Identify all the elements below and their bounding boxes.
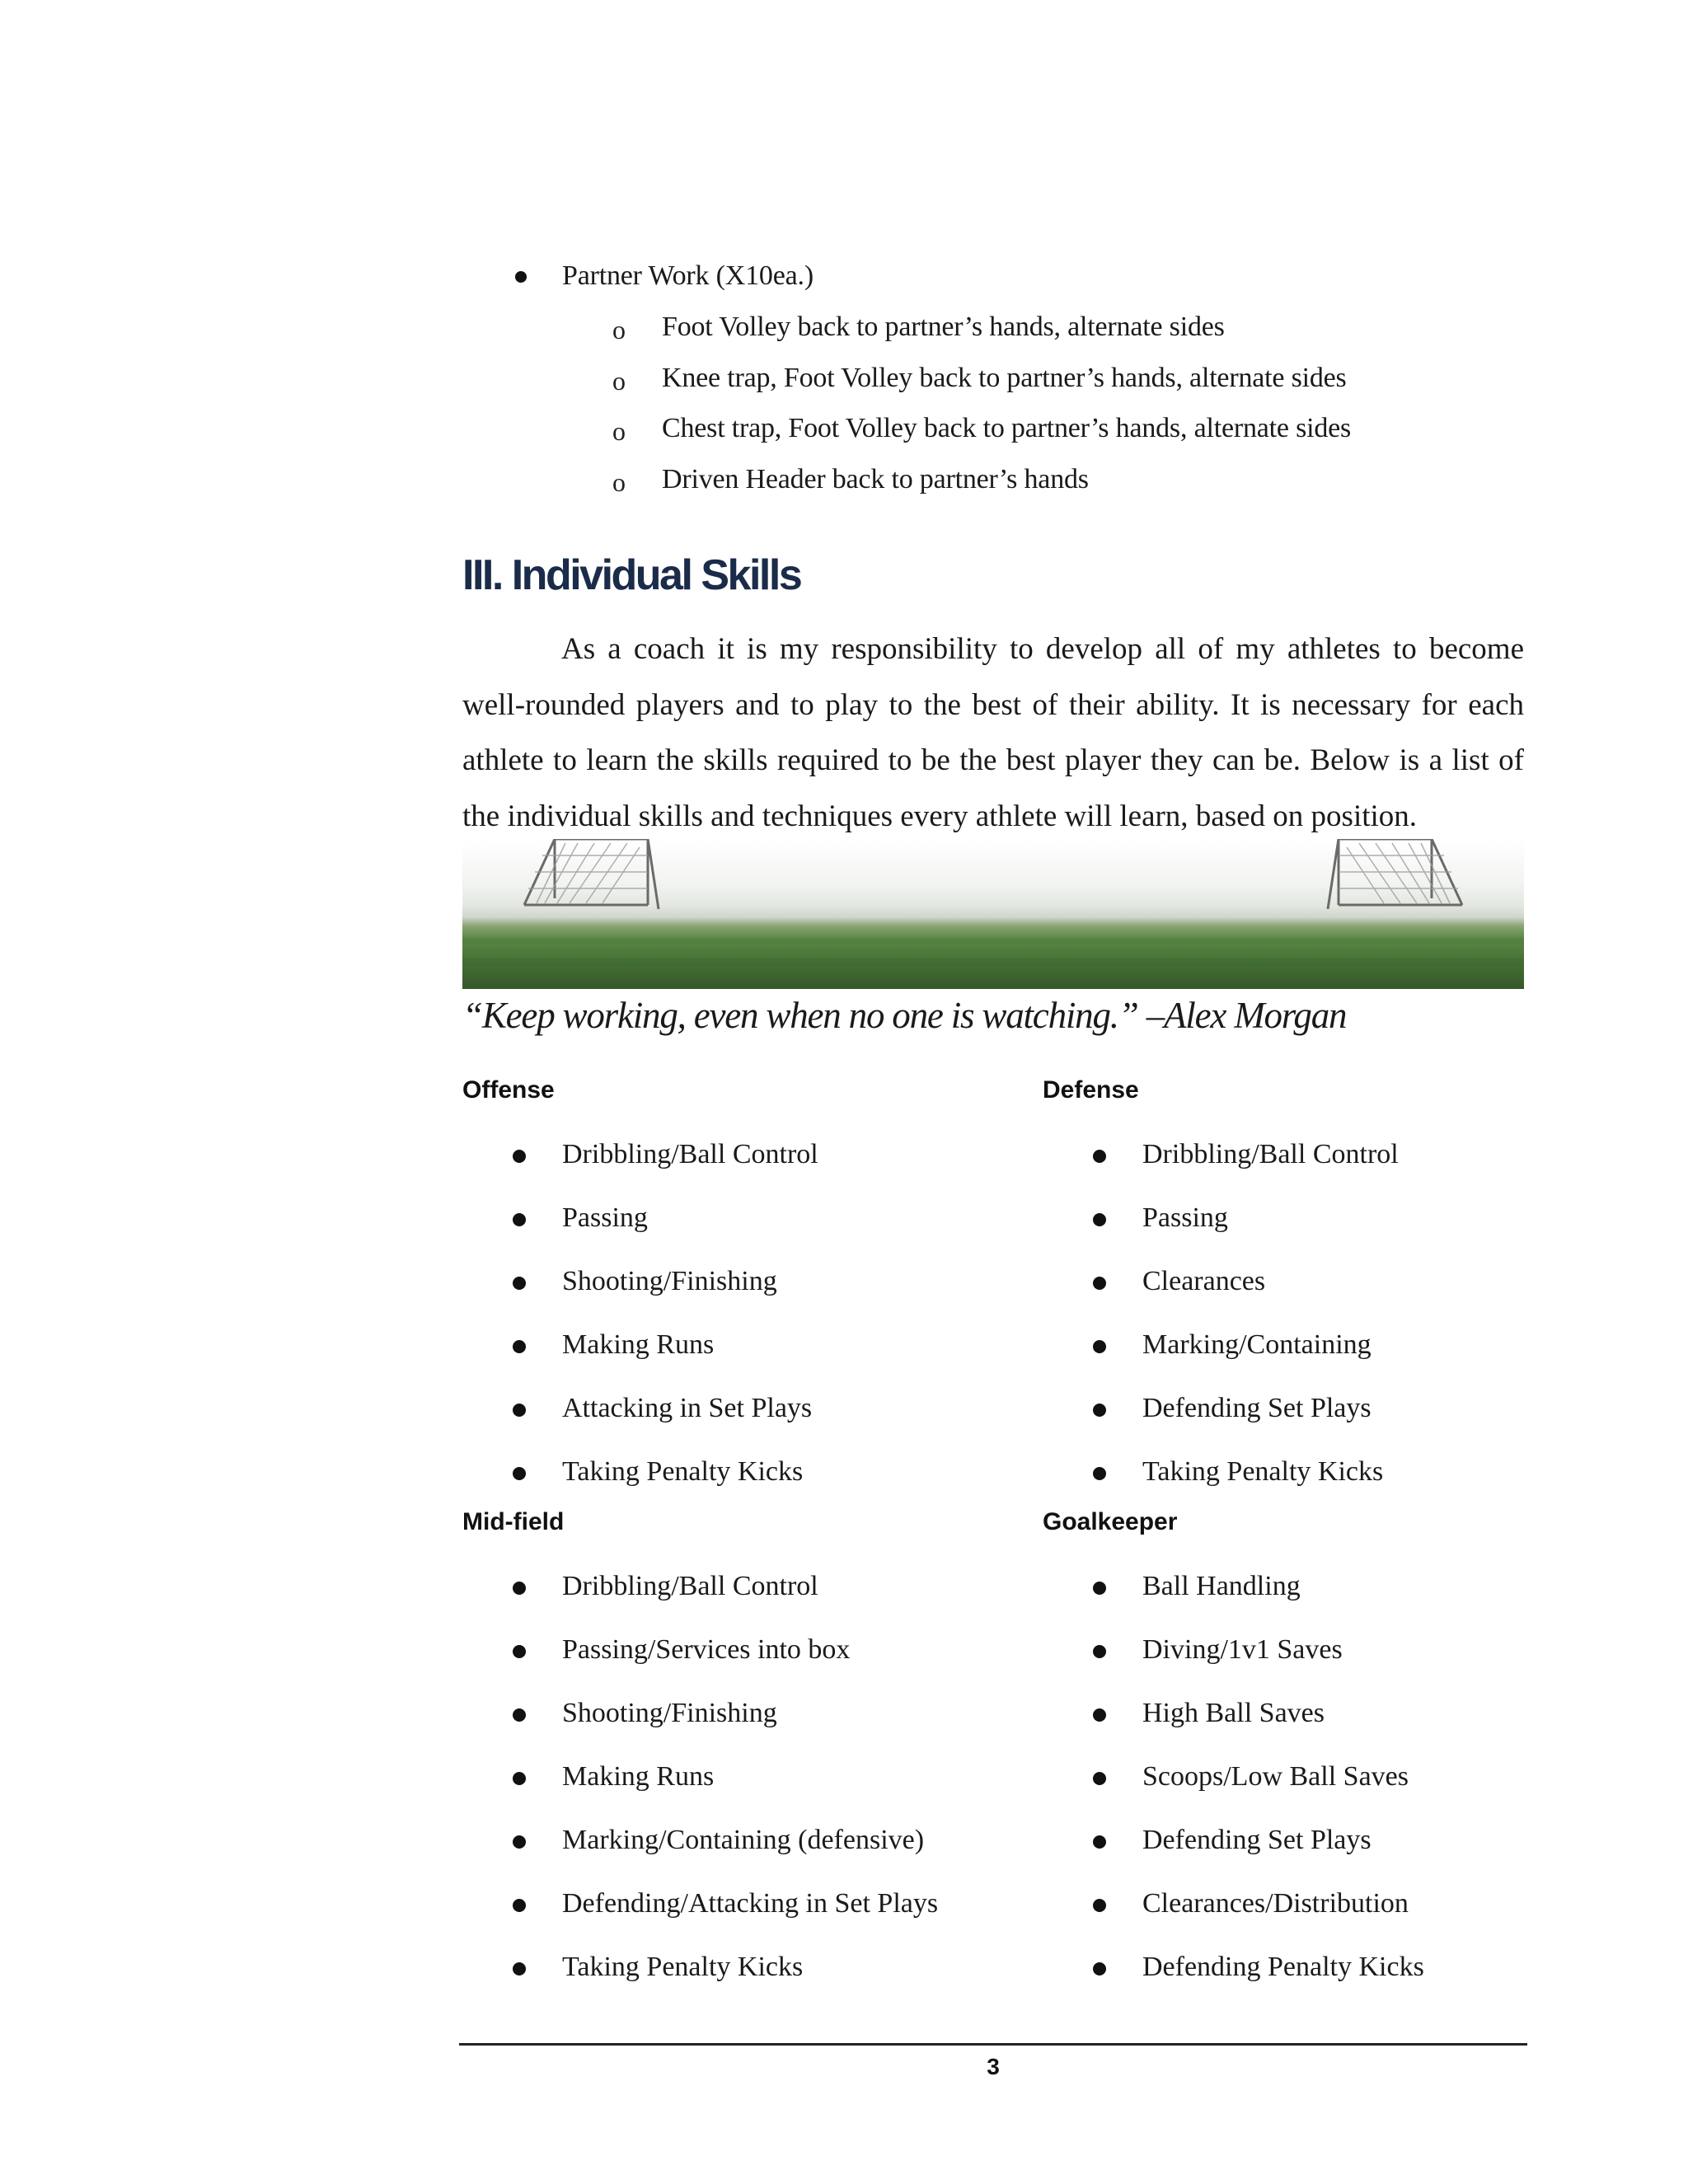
bullet-icon — [1093, 1645, 1106, 1658]
bullet-icon — [513, 1772, 526, 1785]
section-title: III. Individual Skills — [462, 551, 801, 599]
partner-work-item: Driven Header back to partner’s hands — [662, 464, 1089, 494]
bullet-icon — [513, 1835, 526, 1849]
circle-bullet-icon: o — [612, 416, 626, 446]
page-number: 3 — [987, 2054, 1000, 2079]
bullet-icon — [513, 1899, 526, 1912]
bullet-icon — [1093, 1708, 1106, 1722]
bullet-icon — [513, 1150, 526, 1163]
quote: “Keep working, even when no one is watching.” –Alex Morgan — [462, 995, 1347, 1036]
bullet-icon — [1093, 1150, 1106, 1163]
goalkeeper-heading: Goalkeeper — [1043, 1508, 1178, 1535]
bullet-icon — [513, 1213, 526, 1226]
bullet-icon — [515, 271, 527, 283]
bullet-icon — [1093, 1277, 1106, 1290]
defense-heading: Defense — [1043, 1076, 1139, 1104]
bullet-icon — [1093, 1582, 1106, 1595]
soccer-goals-icon — [462, 839, 1524, 989]
midfield-heading: Mid-field — [462, 1508, 565, 1535]
circle-bullet-icon: o — [612, 315, 626, 344]
bullet-icon — [1093, 1772, 1106, 1785]
partner-work-item: Knee trap, Foot Volley back to partner’s hands, alternate sides — [662, 363, 1347, 393]
bullet-icon — [1093, 1340, 1106, 1353]
intro-paragraph — [462, 621, 1524, 844]
bullet-icon — [513, 1404, 526, 1417]
bullet-icon — [513, 1962, 526, 1975]
bullet-icon — [1093, 1404, 1106, 1417]
partner-work-item: Foot Volley back to partner’s hands, alternate sides — [662, 312, 1225, 342]
soccer-field-image — [462, 839, 1524, 989]
footer-divider — [459, 2043, 1527, 2046]
bullet-icon — [513, 1277, 526, 1290]
bullet-icon — [1093, 1962, 1106, 1975]
bullet-icon — [513, 1467, 526, 1480]
bullet-icon — [513, 1340, 526, 1353]
circle-bullet-icon: o — [612, 366, 626, 396]
bullet-icon — [1093, 1899, 1106, 1912]
partner-work-title: Partner Work (X10ea.) — [562, 260, 814, 291]
offense-heading: Offense — [462, 1076, 555, 1104]
intro-paragraph-text: As a coach it is my responsibility to develop all of my athletes to become well-rounded players and to play to the best of their ability. It is necessary for each athlete to learn the skills required to be the best player they can be. Below is a list of the individual skills and techniques every athlete will learn, based on position. — [462, 632, 1524, 833]
bullet-icon — [513, 1708, 526, 1722]
bullet-icon — [1093, 1835, 1106, 1849]
partner-work-item: Chest trap, Foot Volley back to partner’s hands, alternate sides — [662, 413, 1352, 443]
bullet-icon — [1093, 1213, 1106, 1226]
bullet-icon — [513, 1582, 526, 1595]
circle-bullet-icon: o — [612, 467, 626, 497]
bullet-icon — [513, 1645, 526, 1658]
bullet-icon — [1093, 1467, 1106, 1480]
